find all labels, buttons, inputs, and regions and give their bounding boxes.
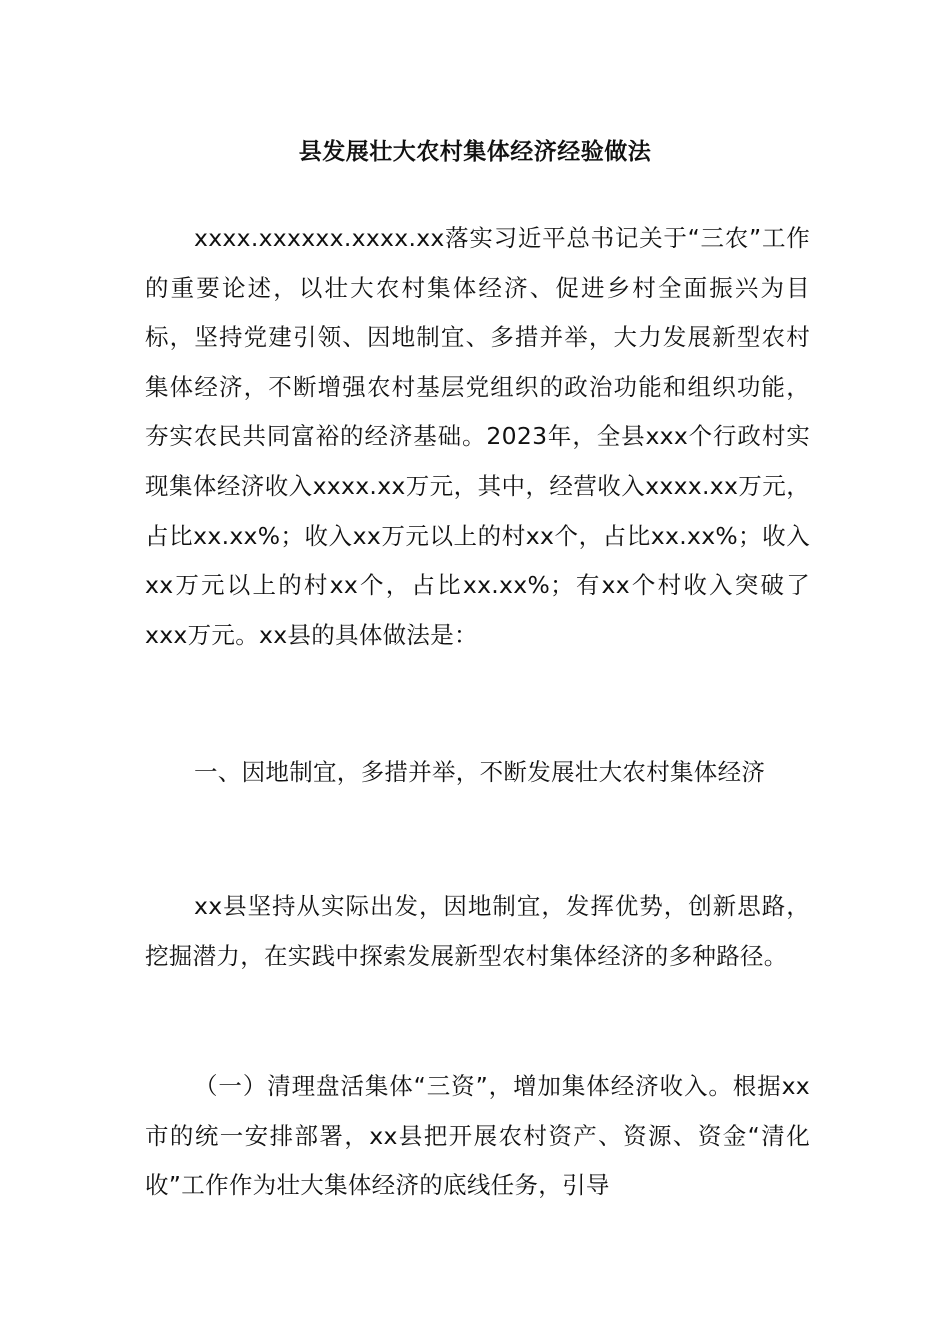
paragraph-section-1: xx县坚持从实际出发，因地制宜，发挥优势，创新思路，挖掘潜力，在实践中探索发展新型农村集体经济的多种路径。 <box>145 892 810 970</box>
paragraph-intro: xxxx.xxxxxx.xxxx.xx落实习近平总书记关于“三农”工作的重要论述，以壮大农村集体经济、促进乡村全面振兴为目标，坚持党建引领、因地制宜、多措并举，大力发展新型农村集体经济，不断增强农村基层党组织的政治功能和组织功能，夯实农民共同富裕的经济基础。2023年，全县xxx个行政村实现集体经济收入xxxx.xx万元，其中，经营收入xxxx.xx万元，占比xx.xx%；收入xx万元以上的村xx个，占比xx.xx%；收入xx万元以上的村xx个，占比xx.xx%；有xx个村收入突破了xxx万元。xx县的具体做法是： <box>145 224 810 649</box>
section-heading-1: 一、因地制宜，多措并举，不断发展壮大农村集体经济 <box>194 758 766 786</box>
paragraph-subsection-1: （一）清理盘活集体“三资”，增加集体经济收入。根据xx市的统一安排部署，xx县把开展农村资产、资源、资金“清化收”工作作为壮大集体经济的底线任务，引导 <box>145 1072 810 1200</box>
document-title: 县发展壮大农村集体经济经验做法 <box>298 139 652 165</box>
